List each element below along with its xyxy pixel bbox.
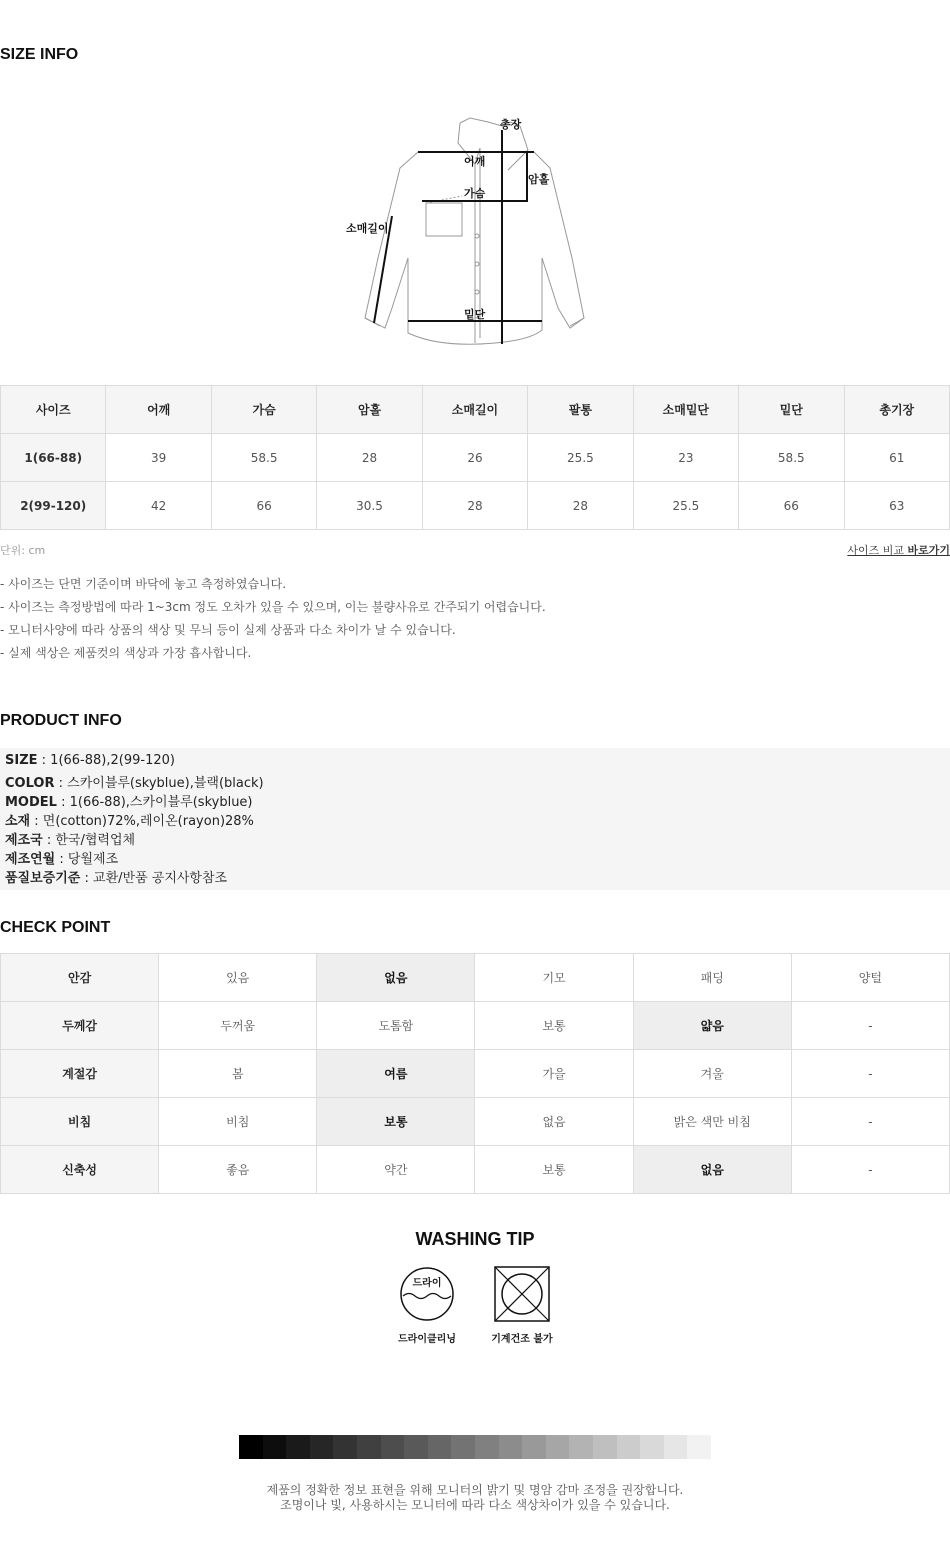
size-cell: 66 <box>739 482 844 530</box>
size-cell: 66 <box>211 482 316 530</box>
size-row-label: 2(99-120) <box>1 482 106 530</box>
wash-caption: 기계건조 불가 <box>491 1334 553 1345</box>
grayscale-swatch <box>687 1435 711 1459</box>
product-info-row: MODEL : 1(66-88),스카이블루(skyblue) <box>5 795 253 810</box>
product-info-row: 제조연월 : 당월제조 <box>5 852 119 867</box>
product-info-row: SIZE : 1(66-88),2(99-120) <box>5 753 175 768</box>
check-cell: - <box>791 1050 949 1098</box>
note-item: - 사이즈는 측정방법에 따라 1~3cm 정도 오차가 있을 수 있으며, 이는 불량사유로 간주되기 어렵습니다. <box>0 600 546 614</box>
check-cell: 가을 <box>475 1050 633 1098</box>
grayscale-swatch <box>263 1435 287 1459</box>
check-cell: 도톰함 <box>317 1002 475 1050</box>
product-info-row: 제조국 : 한국/협력업체 <box>5 833 136 848</box>
product-info-value: 당월제조 <box>67 852 119 867</box>
check-row-label: 신축성 <box>1 1146 159 1194</box>
grayscale-swatch <box>357 1435 381 1459</box>
table-row <box>1 954 950 1002</box>
check-cell: 없음 <box>475 1098 633 1146</box>
table-row <box>1 434 950 482</box>
size-cell: 58.5 <box>211 434 316 482</box>
check-cell: - <box>791 1098 949 1146</box>
dry-clean-icon-text: 드라이 <box>412 1278 442 1289</box>
check-cell: 겨울 <box>633 1050 791 1098</box>
footer-note-line2: 조명이나 빛, 사용하시는 모니터에 따라 다소 색상차이가 있을 수 있습니다. <box>280 1498 670 1512</box>
check-cell: 양털 <box>791 954 949 1002</box>
grayscale-swatch <box>522 1435 546 1459</box>
size-table <box>0 385 950 530</box>
wash-icon-no-tumble-dry <box>482 1264 562 1345</box>
label-sleeve-length: 소매길이 <box>346 222 389 235</box>
product-info-label: MODEL <box>5 795 57 810</box>
label-total-length: 총장 <box>500 118 522 131</box>
product-info-box <box>0 748 950 890</box>
grayscale-swatch <box>569 1435 593 1459</box>
size-col-header: 암홀 <box>317 386 422 434</box>
size-row-label: 1(66-88) <box>1 434 106 482</box>
product-info-label: 소재 <box>5 814 31 829</box>
check-cell: 보통 <box>475 1002 633 1050</box>
unit-label: 단위: cm <box>0 544 46 557</box>
note-item: - 실제 색상은 제품컷의 색상과 가장 흡사합니다. <box>0 646 252 660</box>
grayscale-swatch <box>475 1435 499 1459</box>
check-point-title: CHECK POINT <box>0 919 111 936</box>
check-cell-selected: 없음 <box>317 954 475 1002</box>
size-col-header: 소매길이 <box>422 386 527 434</box>
product-info-row: 소재 : 면(cotton)72%,레이온(rayon)28% <box>5 814 254 829</box>
check-cell-selected: 여름 <box>317 1050 475 1098</box>
note-item: - 사이즈는 단면 기준이며 바닥에 놓고 측정하였습니다. <box>0 577 287 591</box>
dry-clean-icon <box>397 1264 457 1324</box>
grayscale-swatch <box>451 1435 475 1459</box>
table-row <box>1 1002 950 1050</box>
size-col-header: 팔통 <box>528 386 633 434</box>
size-cell: 63 <box>844 482 950 530</box>
product-info-value: 1(66-88),스카이블루(skyblue) <box>69 795 253 810</box>
product-info-label: 제조연월 <box>5 852 56 867</box>
wash-caption: 드라이클리닝 <box>398 1334 456 1345</box>
grayscale-calibration-bar <box>239 1435 711 1459</box>
wash-icon-dry-clean <box>387 1264 467 1345</box>
check-cell-selected: 없음 <box>633 1146 791 1194</box>
no-tumble-dry-icon <box>492 1264 552 1324</box>
size-compare-link[interactable] <box>847 542 950 558</box>
grayscale-swatch <box>286 1435 310 1459</box>
check-row-label: 계절감 <box>1 1050 159 1098</box>
check-cell: 있음 <box>159 954 317 1002</box>
grayscale-swatch <box>428 1435 452 1459</box>
size-cell: 25.5 <box>528 434 633 482</box>
label-shoulder: 어깨 <box>464 155 486 168</box>
product-info-label: 제조국 <box>5 833 43 848</box>
check-cell: 보통 <box>475 1146 633 1194</box>
size-compare-prefix: 사이즈 비교 <box>847 544 904 557</box>
grayscale-swatch <box>617 1435 641 1459</box>
size-notes <box>0 575 546 667</box>
size-cell: 42 <box>106 482 211 530</box>
grayscale-swatch <box>381 1435 405 1459</box>
footer-note-line1: 제품의 정확한 정보 표현을 위해 모니터의 밝기 및 명암 감마 조정을 권장합니다. <box>266 1483 684 1497</box>
product-info-value: 교환/반품 공지사항참조 <box>93 871 228 886</box>
table-row <box>1 1146 950 1194</box>
check-cell: 비침 <box>159 1098 317 1146</box>
grayscale-swatch <box>593 1435 617 1459</box>
grayscale-swatch <box>664 1435 688 1459</box>
grayscale-swatch <box>640 1435 664 1459</box>
size-col-header: 밑단 <box>739 386 844 434</box>
check-cell: 봄 <box>159 1050 317 1098</box>
size-cell: 25.5 <box>633 482 738 530</box>
check-cell: 패딩 <box>633 954 791 1002</box>
size-cell: 30.5 <box>317 482 422 530</box>
product-info-value: 스카이블루(skyblue),블랙(black) <box>67 776 264 791</box>
label-armhole: 암홀 <box>528 173 550 186</box>
check-cell: - <box>791 1002 949 1050</box>
check-point-table <box>0 953 950 1194</box>
grayscale-swatch <box>333 1435 357 1459</box>
size-col-header: 어깨 <box>106 386 211 434</box>
size-compare-go: 바로가기 <box>907 544 950 557</box>
size-col-header: 가슴 <box>211 386 316 434</box>
size-col-header: 총기장 <box>844 386 950 434</box>
check-cell: 약간 <box>317 1146 475 1194</box>
product-info-value: 면(cotton)72%,레이온(rayon)28% <box>42 814 254 829</box>
size-cell: 58.5 <box>739 434 844 482</box>
check-row-label: 비침 <box>1 1098 159 1146</box>
size-cell: 28 <box>422 482 527 530</box>
size-col-header: 사이즈 <box>1 386 106 434</box>
size-table-header-row <box>1 386 950 434</box>
product-info-row: COLOR : 스카이블루(skyblue),블랙(black) <box>5 776 264 791</box>
check-row-label: 안감 <box>1 954 159 1002</box>
product-info-label: SIZE <box>5 753 38 768</box>
check-cell-selected: 보통 <box>317 1098 475 1146</box>
check-cell: 좋음 <box>159 1146 317 1194</box>
check-cell: 두꺼움 <box>159 1002 317 1050</box>
check-cell: 기모 <box>475 954 633 1002</box>
grayscale-swatch <box>310 1435 334 1459</box>
label-hem: 밑단 <box>464 308 486 321</box>
size-col-header: 소매밑단 <box>633 386 738 434</box>
size-cell: 23 <box>633 434 738 482</box>
size-cell: 26 <box>422 434 527 482</box>
size-cell: 28 <box>528 482 633 530</box>
label-chest: 가슴 <box>464 187 486 200</box>
size-info-title: SIZE INFO <box>0 46 79 63</box>
shirt-measurement-diagram <box>330 108 620 358</box>
size-cell: 61 <box>844 434 950 482</box>
product-info-label: 품질보증기준 <box>5 871 81 886</box>
product-info-value: 한국/협력업체 <box>55 833 136 848</box>
grayscale-swatch <box>499 1435 523 1459</box>
table-row <box>1 1098 950 1146</box>
grayscale-swatch <box>404 1435 428 1459</box>
check-cell: - <box>791 1146 949 1194</box>
product-info-label: COLOR <box>5 776 55 791</box>
washing-tip-title: WASHING TIP <box>415 1229 535 1249</box>
product-info-row: 품질보증기준 : 교환/반품 공지사항참조 <box>5 871 228 886</box>
note-item: - 모니터사양에 따라 상품의 색상 및 무늬 등이 실제 상품과 다소 차이가 날 수 있습니다. <box>0 623 456 637</box>
grayscale-swatch <box>546 1435 570 1459</box>
table-row <box>1 482 950 530</box>
size-cell: 39 <box>106 434 211 482</box>
table-row <box>1 1050 950 1098</box>
product-info-title: PRODUCT INFO <box>0 712 122 729</box>
check-row-label: 두께감 <box>1 1002 159 1050</box>
check-cell-selected: 얇음 <box>633 1002 791 1050</box>
product-info-value: 1(66-88),2(99-120) <box>50 753 175 768</box>
check-cell: 밝은 색만 비침 <box>633 1098 791 1146</box>
grayscale-swatch <box>239 1435 263 1459</box>
size-cell: 28 <box>317 434 422 482</box>
